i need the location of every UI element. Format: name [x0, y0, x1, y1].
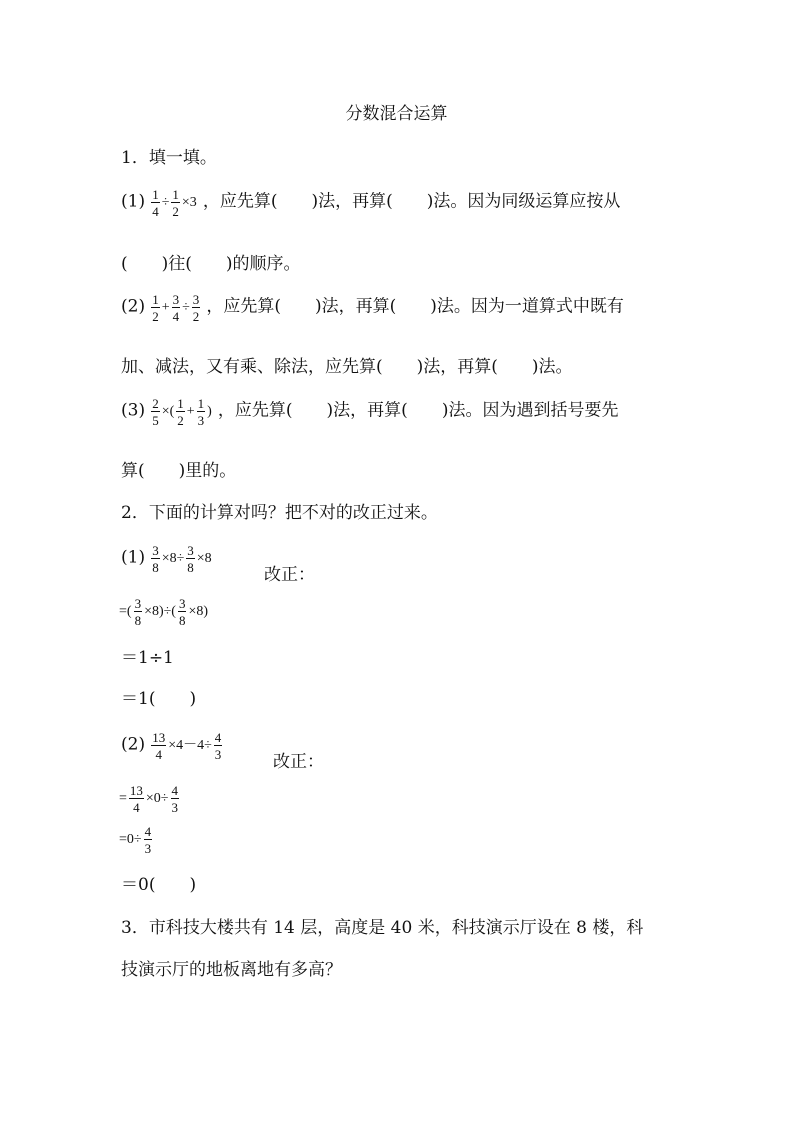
q2-part2-step1-expression [118, 783, 180, 815]
fraction-denominator: 4 [133, 800, 140, 815]
q2-part2-step3: ＝0( ) [121, 875, 197, 895]
fraction [151, 293, 160, 323]
fraction-denominator: 3 [171, 800, 178, 815]
fraction [192, 293, 201, 323]
fraction-numerator: 2 [152, 396, 159, 411]
fraction-numerator: 13 [152, 730, 166, 745]
fraction-denominator: 3 [197, 413, 205, 428]
fraction-numerator: 3 [187, 543, 194, 558]
q1-part1-text-cont: ( )往( )的顺序。 [121, 254, 301, 274]
math-operator: ) [207, 404, 212, 419]
fraction-denominator: 3 [214, 747, 222, 762]
fraction-numerator: 13 [129, 783, 143, 798]
math-operator: ÷ [161, 195, 170, 210]
q1-part2-text-cont: 加、减法，又有乘、除法，应先算( )法，再算( )法。 [121, 357, 573, 377]
q2-part2-label: (2) [121, 734, 146, 755]
q1-part2-text: ，应先算( )法，再算( )法。因为一道算式中既有 [206, 296, 624, 317]
math-operator: ×8)÷( [144, 604, 176, 619]
fraction-numerator: 3 [152, 543, 159, 558]
fraction-numerator: 1 [197, 396, 205, 411]
math-operator: = [119, 791, 127, 806]
fraction-numerator: 3 [192, 292, 200, 307]
q2-part2-expression [150, 730, 223, 762]
q1-part1-row [121, 188, 620, 230]
fraction-numerator: 4 [144, 824, 152, 839]
q2-part1-label: (1) [121, 547, 146, 568]
math-operator: ×( [161, 404, 175, 419]
q2-part1-step1 [118, 597, 209, 637]
math-operator: ×8 [196, 551, 212, 566]
fraction-numerator: 1 [152, 187, 159, 202]
math-operator: ×8÷ [161, 551, 185, 566]
fraction [186, 544, 195, 574]
fraction [171, 784, 180, 814]
fraction [151, 544, 160, 574]
q2-part1-step2: ＝1÷1 [121, 648, 174, 668]
fraction [172, 293, 181, 323]
fraction-denominator: 2 [152, 309, 159, 324]
q2-part2-correction-label: 改正： [273, 752, 324, 772]
math-operator: ×3 [181, 195, 197, 210]
q1-part1-expression [150, 187, 198, 219]
fraction [129, 784, 144, 814]
q1-part3-expression [150, 396, 213, 428]
fraction-denominator: 2 [177, 413, 184, 428]
fraction-numerator: 4 [214, 730, 222, 745]
fraction-denominator: 5 [152, 413, 159, 428]
fraction [214, 731, 223, 761]
math-operator: ×0÷ [145, 791, 169, 806]
fraction-denominator: 4 [155, 747, 162, 762]
fraction [144, 825, 153, 855]
q3-text-line2: 技演示厅的地板离地有多高？ [121, 960, 342, 980]
q2-part1-row [121, 544, 213, 586]
math-operator: ×8) [188, 604, 209, 619]
q2-part1-correction-label: 改正： [264, 565, 315, 585]
page-title: 分数混合运算 [345, 104, 448, 124]
q1-part3-row [121, 397, 618, 439]
math-operator: =( [119, 604, 132, 619]
q2-part1-expression [150, 543, 213, 575]
q1-part3-label: (3) [121, 400, 146, 421]
fraction [151, 188, 160, 218]
fraction [151, 397, 160, 427]
fraction-denominator: 2 [172, 204, 179, 219]
fraction-denominator: 8 [187, 560, 194, 575]
math-operator: + [161, 300, 170, 315]
math-operator: + [186, 404, 195, 419]
q1-part1-label: (1) [121, 191, 146, 212]
fraction-denominator: 4 [152, 204, 159, 219]
fraction-numerator: 3 [178, 596, 186, 611]
q1-part2-label: (2) [121, 296, 146, 317]
fraction [134, 597, 143, 627]
fraction-denominator: 2 [192, 309, 200, 324]
fraction-numerator: 1 [177, 396, 184, 411]
fraction [176, 397, 185, 427]
math-operator: =0÷ [119, 832, 142, 847]
q1-part2-expression [150, 292, 201, 324]
fraction-numerator: 1 [172, 187, 179, 202]
q2-part2-row [121, 731, 223, 773]
q1-part1-text: ，应先算( )法，再算( )法。因为同级运算应按从 [202, 191, 621, 212]
q1-part3-text: ，应先算( )法，再算( )法。因为遇到括号要先 [217, 400, 619, 421]
fraction-denominator: 4 [172, 309, 180, 324]
fraction [151, 731, 166, 761]
q1-part3-text-cont: 算( )里的。 [121, 461, 237, 481]
fraction-denominator: 3 [144, 841, 152, 856]
q2-part1-step3: ＝1( ) [121, 689, 197, 709]
fraction [178, 597, 187, 627]
q2-heading: 2．下面的计算对吗？把不对的改正过来。 [121, 503, 438, 523]
fraction-numerator: 1 [152, 292, 159, 307]
fraction [171, 188, 180, 218]
math-operator: ÷ [182, 300, 190, 315]
q1-heading: 1．填一填。 [121, 148, 217, 168]
q2-part1-step1-expression [118, 596, 209, 628]
q2-part2-step2 [118, 825, 153, 865]
q3-text-line1: 3．市科技大楼共有 14 层，高度是 40 米，科技演示厅设在 8 楼，科 [121, 918, 644, 938]
q2-part2-step2-expression [118, 824, 153, 856]
fraction-numerator: 4 [171, 783, 178, 798]
fraction-denominator: 8 [178, 613, 186, 628]
q1-part2-row [121, 293, 624, 335]
fraction-denominator: 8 [134, 613, 142, 628]
fraction-denominator: 8 [152, 560, 159, 575]
fraction [197, 397, 206, 427]
math-operator: ×4－4÷ [168, 738, 212, 753]
fraction-numerator: 3 [172, 292, 180, 307]
fraction-numerator: 3 [134, 596, 142, 611]
q2-part2-step1 [118, 784, 180, 824]
